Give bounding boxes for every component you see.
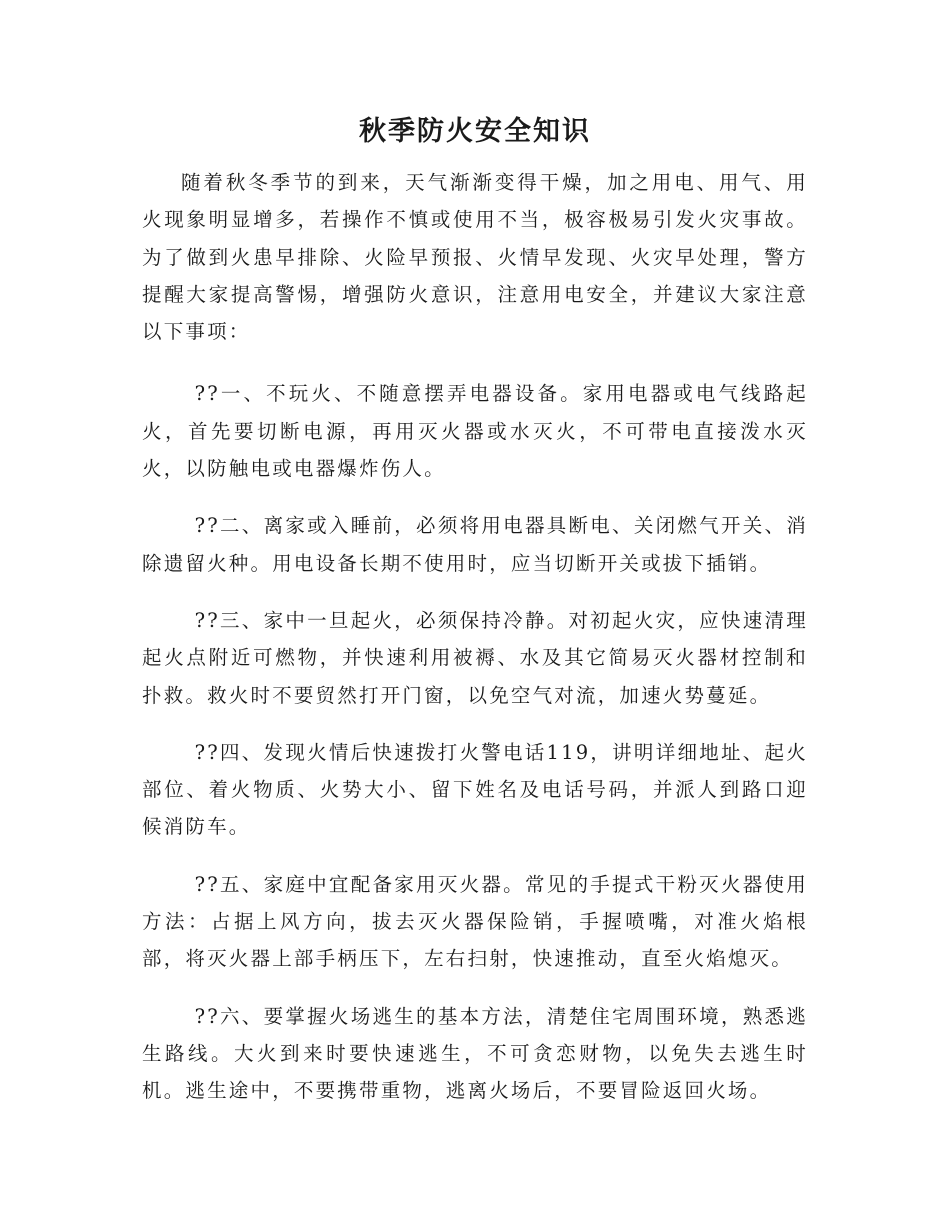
safety-item-1: ??一、不玩火、不随意摆弄电器设备。家用电器或电气线路起火，首先要切断电源，再用灭火器或水灭火，不可带电直接泼水灭火，以防触电或电器爆炸伤人。 [142, 382, 808, 481]
safety-item-3: ??三、家中一旦起火，必须保持冷静。对初起火灾，应快速清理起火点附近可燃物，并快速利用被褥、水及其它简易灭火器材控制和扑救。救火时不要贸然打开门窗，以免空气对流，加速火势蔓延。 [142, 608, 808, 707]
safety-item-6: ??六、要掌握火场逃生的基本方法，清楚住宅周围环境，熟悉逃生路线。大火到来时要快速逃生，不可贪恋财物，以免失去逃生时机。逃生途中，不要携带重物，逃离火场后，不要冒险返回火场。 [142, 1004, 808, 1103]
document-body [142, 164, 808, 1130]
safety-item-5: ??五、家庭中宜配备家用灭火器。常见的手提式干粉灭火器使用方法：占据上风方向，拔去灭火器保险销，手握喷嘴，对准火焰根部，将灭火器上部手柄压下，左右扫射，快速推动，直至火焰熄灭。 [142, 872, 808, 971]
safety-item-2: ??二、离家或入睡前，必须将用电器具断电、关闭燃气开关、消除遗留火种。用电设备长期不使用时，应当切断开关或拔下插销。 [142, 514, 808, 575]
safety-item-4: ??四、发现火情后快速拨打火警电话119，讲明详细地址、起火部位、着火物质、火势大小、留下姓名及电话号码，并派人到路口迎候消防车。 [142, 740, 808, 839]
document-title: 秋季防火安全知识 [359, 116, 591, 147]
intro-paragraph: 随着秋冬季节的到来，天气渐渐变得干燥，加之用电、用气、用火现象明显增多，若操作不慎或使用不当，极容极易引发火灾事故。为了做到火患早排除、火险早预报、火情早发现、火灾早处理，警方提醒大家提高警惕，增强防火意识，注意用电安全，并建议大家注意以下事项： [142, 171, 808, 344]
